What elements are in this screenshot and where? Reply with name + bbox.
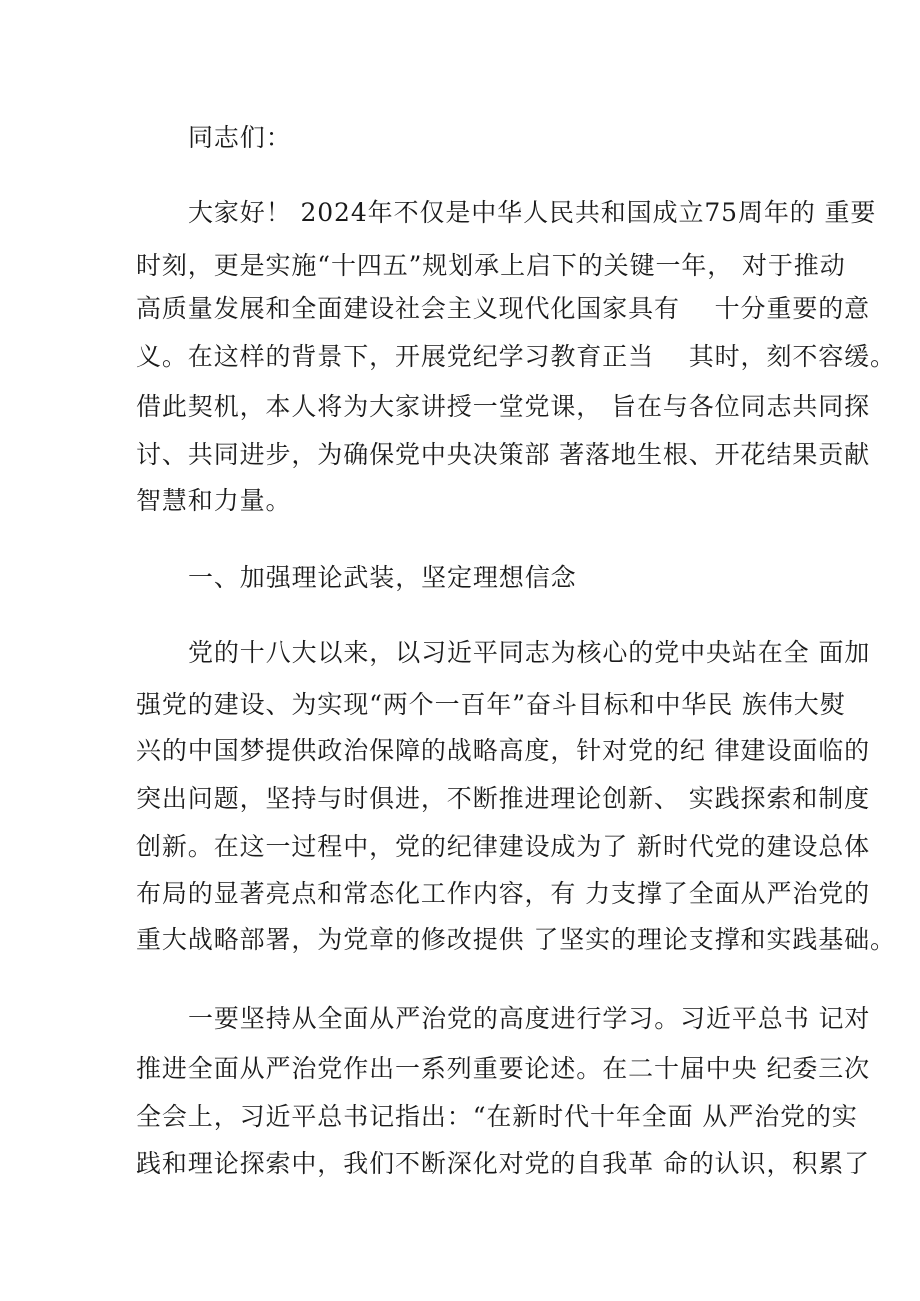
paragraph-line: 义。在这样的背景下，开展党纪学习教育正当 其时，刻不容缓。 (136, 342, 896, 371)
paragraph-line: 时刻，更是实施“十四五”规划承上启下的关键一年， 对于推动 (136, 251, 846, 280)
salutation: 同志们： (188, 123, 292, 152)
paragraph-line: 大家好！ 2024年不仅是中华人民共和国成立75周年的 重要 (188, 198, 877, 227)
paragraph-line: 推进全面从严治党作出一系列重要论述。在二十届中央 纪委三次 (136, 1054, 871, 1083)
paragraph-line: 党的十八大以来，以习近平同志为核心的党中央站在全 面加 (188, 638, 871, 667)
paragraph-line: 全会上，习近平总书记指出：“在新时代十年全面 从严治党的实 (136, 1102, 858, 1131)
paragraph-line: 重大战略部署，为党章的修改提供 了坚实的理论支撑和实践基础。 (136, 925, 896, 954)
section-heading: 一、加强理论武装，坚定理想信念 (188, 563, 577, 592)
paragraph-line: 一要坚持从全面从严治党的高度进行学习。习近平总书 记对 (188, 1004, 871, 1033)
paragraph-line: 讨、共同进步，为确保党中央决策部 著落地生根、开花结果贡献 (136, 440, 871, 469)
paragraph-line: 借此契机，本人将为大家讲授一堂党课， 旨在与各位同志共同探 (136, 392, 871, 421)
paragraph-line: 高质量发展和全面建设社会主义现代化国家具有 十分重要的意 (136, 294, 871, 323)
paragraph-line: 突出问题，坚持与时俱进，不断推进理论创新、 实践探索和制度 (136, 784, 871, 813)
paragraph-line: 布局的显著亮点和常态化工作内容，有 力支撑了全面从严治党的 (136, 879, 871, 908)
paragraph-line: 践和理论探索中，我们不断深化对党的自我革 命的认识，积累了 (136, 1149, 871, 1178)
paragraph-line: 强党的建设、为实现“两个一百年”奋斗目标和中华民 族伟大熨 (136, 690, 846, 719)
paragraph-line: 智慧和力量。 (136, 486, 292, 515)
paragraph-line: 创新。在这一过程中，党的纪律建设成为了 新时代党的建设总体 (136, 832, 871, 861)
paragraph-line: 兴的中国梦提供政治保障的战略高度，针对党的纪 律建设面临的 (136, 736, 871, 765)
